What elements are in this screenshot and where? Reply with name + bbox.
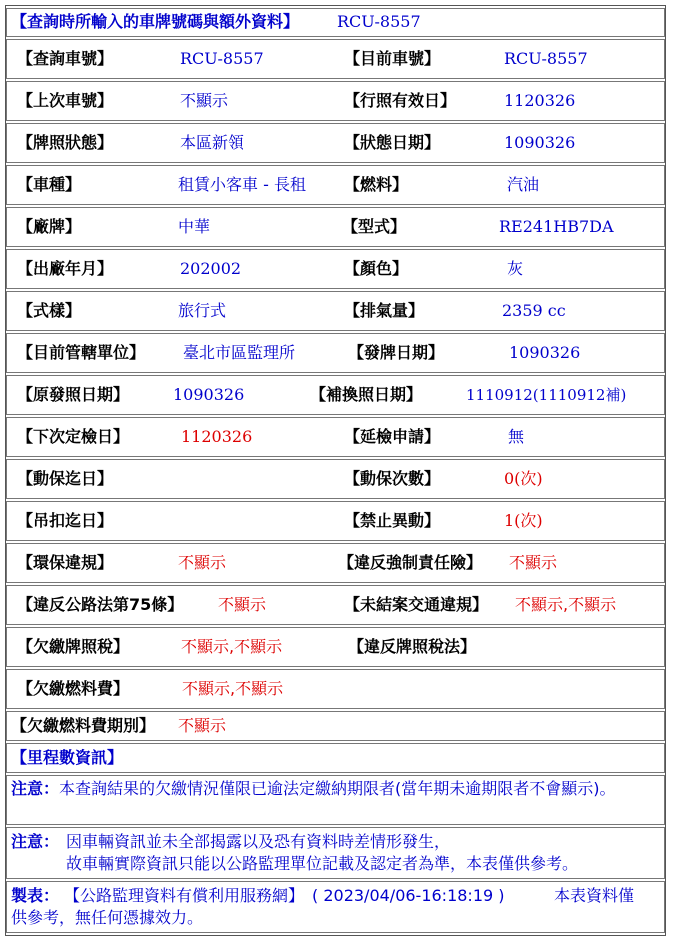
current-plate-label: 【目前車號】 (344, 49, 441, 68)
row-last-plate (6, 81, 665, 121)
status-date-value: 1090326 (504, 133, 576, 152)
last-plate-label: 【上次車號】 (17, 91, 114, 110)
row-style (6, 291, 665, 331)
model-value: RE241HB7DA (499, 217, 614, 236)
traffic-viol-value: 不顯示,不顯示 (515, 595, 617, 614)
movable-count-value: 0(次) (504, 469, 543, 488)
note1-box (6, 775, 665, 825)
fuel-fee-label: 【欠繳燃料費】 (17, 679, 130, 698)
office-label: 【目前管轄單位】 (17, 343, 146, 362)
road-law75-value: 不顯示 (218, 595, 267, 614)
extension-value: 無 (508, 427, 525, 446)
plate-status-label: 【牌照狀態】 (17, 133, 114, 152)
plate-tax-value: 不顯示,不顯示 (181, 637, 283, 656)
license-valid-value: 1120326 (504, 91, 576, 110)
extension-label: 【延檢申請】 (344, 427, 441, 446)
query-plate-label: 【查詢車號】 (17, 49, 114, 68)
insurance-value: 不顯示 (509, 553, 558, 572)
issue-date-label: 【發牌日期】 (348, 343, 445, 362)
manufacture-value: 202002 (180, 259, 242, 278)
row-plate (6, 39, 665, 79)
note2-line1: 因車輛資訊並未全部揭露以及恐有資料時差情形發生， (66, 832, 451, 851)
note2-line2: 故車輛實際資訊只能以公路監理單位記載及認定者為準，本表僅供參考。 (66, 854, 579, 873)
footer-box (6, 881, 665, 933)
row-movable (6, 459, 665, 499)
orig-license-value: 1090326 (173, 385, 245, 404)
row-office (6, 333, 665, 373)
footer-time: ( 2023/04/06-16:18:19 ) (312, 886, 505, 905)
movable-count-label: 【動保次數】 (344, 469, 441, 488)
row-plate-status (6, 123, 665, 163)
reissue-value: 1110912(1110912補) (466, 386, 627, 404)
query-plate-value: RCU-8557 (180, 49, 264, 68)
orig-license-label: 【原發照日期】 (17, 385, 130, 404)
color-value: 灰 (507, 259, 524, 278)
no-transfer-label: 【禁止異動】 (344, 511, 441, 530)
license-valid-label: 【行照有效日】 (344, 91, 457, 110)
env-violation-value: 不顯示 (178, 553, 227, 572)
row-env (6, 543, 665, 583)
note2-label: 注意： (11, 832, 60, 851)
note1-label: 注意： (11, 779, 60, 798)
last-plate-value: 不顯示 (180, 91, 229, 110)
note2-box (6, 827, 665, 879)
fuel-value: 汽油 (507, 175, 540, 194)
note1-text: 本查詢結果的欠繳情況僅限已逾法定繳納期限者(當年期未逾期限者不會顯示)。 (59, 779, 616, 798)
model-label: 【型式】 (342, 217, 407, 236)
no-transfer-value: 1(次) (504, 511, 543, 530)
footer-text2: 供參考，無任何憑據效力。 (11, 908, 204, 927)
row-fuel-period (6, 711, 665, 741)
issue-date-value: 1090326 (509, 343, 581, 362)
header-row (6, 8, 665, 37)
style-value: 旅行式 (178, 301, 227, 320)
row-mileage (6, 743, 665, 773)
road-law75-label: 【違反公路法第75條】 (17, 595, 184, 614)
footer-label: 製表： (11, 886, 60, 905)
insurance-label: 【違反強制責任險】 (338, 553, 483, 572)
movable-until-label: 【動保迄日】 (17, 469, 114, 488)
footer-source: 【公路監理資料有償利用服務網】 (64, 886, 305, 905)
traffic-viol-label: 【未結案交通違規】 (344, 595, 489, 614)
plate-status-value: 本區新領 (180, 133, 245, 152)
plate-tax-label: 【欠繳牌照稅】 (17, 637, 130, 656)
next-inspect-value: 1120326 (181, 427, 253, 446)
brand-value: 中華 (178, 217, 211, 236)
note1-paragraph (11, 778, 660, 800)
header-title: 【查詢時所輸入的車牌號碼與額外資料】 (11, 12, 300, 31)
brand-label: 【廠牌】 (17, 217, 82, 236)
row-manufacture (6, 249, 665, 289)
vehicle-type-value: 租賃小客車 - 長租 (178, 175, 306, 194)
fuel-period-label: 【欠繳燃料費期別】 (11, 716, 156, 735)
displacement-label: 【排氣量】 (344, 301, 425, 320)
row-road-law (6, 585, 665, 625)
footer-text1: 本表資料僅 (554, 886, 635, 905)
manufacture-label: 【出廠年月】 (17, 259, 114, 278)
fuel-fee-value: 不顯示,不顯示 (182, 679, 284, 698)
row-vehicle-type (6, 165, 665, 205)
fuel-label: 【燃料】 (344, 175, 409, 194)
color-label: 【顏色】 (344, 259, 409, 278)
displacement-value: 2359 cc (502, 301, 566, 320)
row-plate-tax (6, 627, 665, 667)
header-plate: RCU-8557 (337, 12, 421, 31)
next-inspect-label: 【下次定檢日】 (17, 427, 130, 446)
row-seize (6, 501, 665, 541)
row-fuel-fee (6, 669, 665, 709)
seize-until-label: 【吊扣迄日】 (17, 511, 114, 530)
row-brand (6, 207, 665, 247)
vehicle-type-label: 【車種】 (17, 175, 82, 194)
plate-tax-law-label: 【違反牌照稅法】 (348, 637, 477, 656)
mileage-label: 【里程數資訊】 (11, 748, 124, 767)
current-plate-value: RCU-8557 (504, 49, 588, 68)
style-label: 【式樣】 (17, 301, 82, 320)
env-violation-label: 【環保違規】 (17, 553, 114, 572)
row-license-dates (6, 375, 665, 415)
office-value: 臺北市區監理所 (183, 343, 296, 362)
reissue-label: 【補換照日期】 (310, 385, 423, 404)
status-date-label: 【狀態日期】 (344, 133, 441, 152)
fuel-period-value: 不顯示 (178, 716, 227, 735)
row-inspection (6, 417, 665, 457)
